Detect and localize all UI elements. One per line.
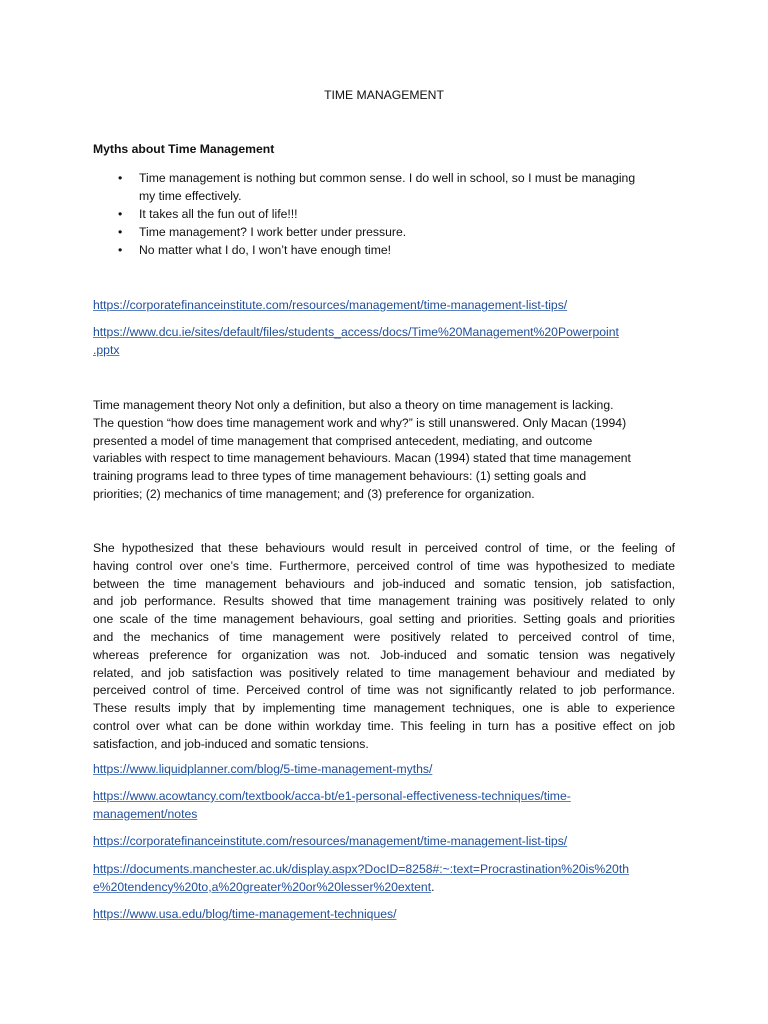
- link-text[interactable]: management/notes: [93, 806, 198, 821]
- paragraph-hypothesis: [93, 540, 675, 754]
- paragraph-line: and the mechanics of time management were positively related to perceived control of time,: [93, 629, 675, 644]
- reference-link[interactable]: [93, 324, 675, 360]
- paragraph-line: between the time management behaviours and job-induced and somatic tension, job satisfaction,: [93, 576, 675, 591]
- reference-link[interactable]: [93, 833, 675, 851]
- document-title: TIME MANAGEMENT: [324, 88, 444, 102]
- bullet-icon: •: [118, 171, 123, 185]
- link-text[interactable]: https://corporatefinanceinstitute.com/resources/management/time-management-list-tips/: [93, 834, 568, 848]
- link-text[interactable]: .pptx: [93, 342, 120, 357]
- paragraph-line: one scale of the time management behaviours, goal setting and priorities. Setting goals and priorities: [93, 612, 675, 627]
- bullet-text: It takes all the fun out of life!!!: [139, 207, 298, 221]
- reference-link[interactable]: [93, 906, 675, 924]
- bullet-text: Time management is nothing but common sense. I do well in school, so I must be managing: [139, 171, 636, 185]
- myths-heading: Myths about Time Management: [93, 142, 275, 156]
- paragraph-line: variables with respect to time management behaviours. Macan (1994) stated that time management: [93, 451, 631, 466]
- paragraph-line: She hypothesized that these behaviours would result in perceived control of time, or the feeling of: [93, 541, 675, 555]
- paragraph-line: and job performance. Results showed that time management training was positively related to only: [93, 594, 675, 609]
- paragraph-line: perceived control of time. Perceived control of time was not significantly related to job performance.: [93, 683, 675, 698]
- paragraph-line: The question “how does time management work and why?” is still unanswered. Only Macan (1994): [93, 415, 627, 430]
- reference-link[interactable]: [93, 788, 675, 824]
- paragraph-line: satisfaction, and job-induced and somatic tensions.: [93, 736, 369, 751]
- paragraph-line: whereas preference for organization was not. Job-induced and somatic tension was negatively: [93, 647, 675, 662]
- bullet-text: my time effectively.: [139, 188, 242, 203]
- trailing-period: .: [431, 879, 435, 894]
- paragraph-line: related, and job satisfaction was positively related to time management behaviour and mediated by: [93, 665, 675, 680]
- paragraph-line: These results imply that by implementing time management techniques, one is able to experience: [93, 701, 675, 716]
- bullet-text: Time management? I work better under pressure.: [139, 225, 407, 239]
- bullet-icon: •: [118, 243, 123, 257]
- link-text[interactable]: e%20tendency%20to,a%20greater%20or%20lesser%20extent: [93, 879, 432, 894]
- reference-link[interactable]: [93, 761, 675, 779]
- paragraph-line: having control over one’s time. Furthermore, perceived control of time was hypothesized to mediate: [93, 558, 675, 573]
- link-text[interactable]: https://www.liquidplanner.com/blog/5-time-management-myths/: [93, 762, 433, 776]
- bullet-icon: •: [118, 225, 123, 239]
- reference-link[interactable]: [93, 297, 675, 315]
- link-text[interactable]: https://www.dcu.ie/sites/default/files/students_access/docs/Time%20Management%20Powerpoint: [93, 325, 619, 339]
- paragraph-line: Time management theory Not only a definition, but also a theory on time management is lacking.: [93, 398, 614, 412]
- paragraph-line: priorities; (2) mechanics of time management; and (3) preference for organization.: [93, 486, 535, 501]
- link-text[interactable]: https://corporatefinanceinstitute.com/resources/management/time-management-list-tips/: [93, 298, 568, 312]
- paragraph-theory: [93, 397, 675, 504]
- link-text[interactable]: https://www.acowtancy.com/textbook/acca-bt/e1-personal-effectiveness-techniques/time-: [93, 789, 571, 803]
- bullet-icon: •: [118, 207, 123, 221]
- link-text[interactable]: https://www.usa.edu/blog/time-management-techniques/: [93, 907, 397, 921]
- reference-link[interactable]: [93, 861, 675, 897]
- bullet-text: No matter what I do, I won’t have enough time!: [139, 243, 392, 257]
- link-text[interactable]: https://documents.manchester.ac.uk/display.aspx?DocID=8258#:~:text=Procrastination%20is%20th: [93, 862, 629, 876]
- paragraph-line: presented a model of time management that comprised antecedent, mediating, and outcome: [93, 433, 593, 448]
- paragraph-line: control over what can be done within workday time. This feeling in turn has a positive effect on job: [93, 718, 675, 733]
- paragraph-line: training programs lead to three types of time management behaviours: (1) setting goals and: [93, 469, 587, 484]
